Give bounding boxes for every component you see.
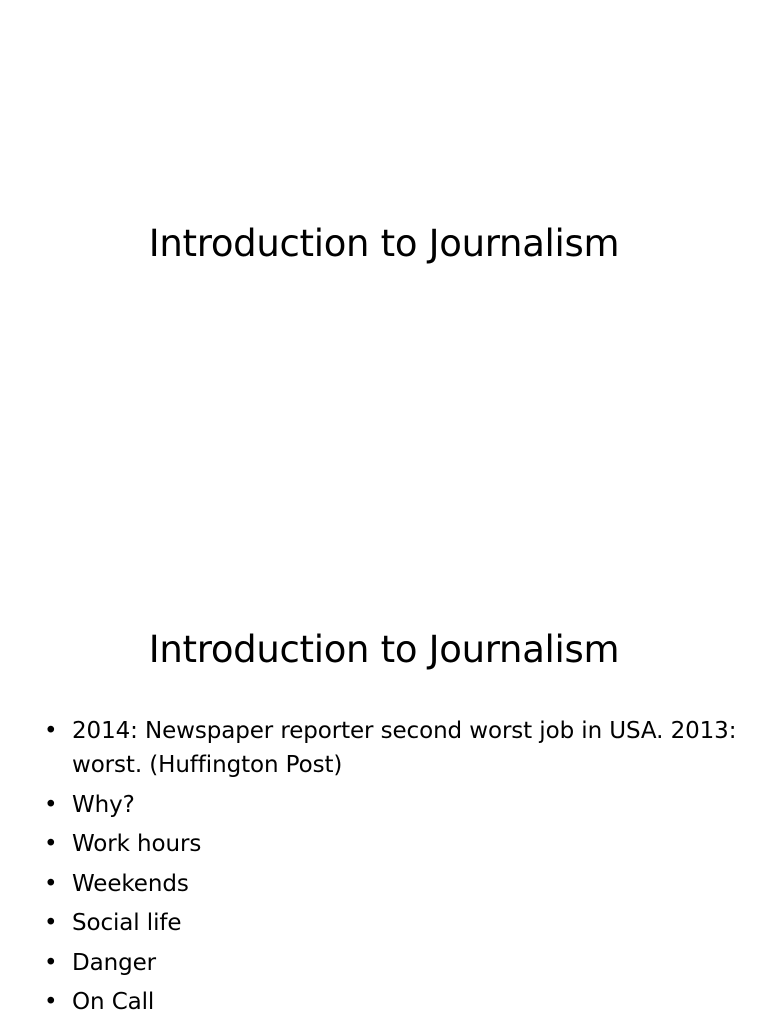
bullet-icon: • — [44, 870, 58, 897]
list-item — [44, 946, 744, 980]
bullet-text: Weekends — [72, 870, 189, 897]
slide-1-title: Introduction to Journalism — [148, 222, 620, 265]
bullet-text: Social life — [72, 910, 182, 936]
bullet-icon: • — [44, 910, 58, 936]
bullet-icon: • — [44, 831, 58, 857]
slide-2 — [0, 576, 768, 1024]
list-item — [44, 788, 744, 822]
bullet-icon: • — [44, 949, 58, 976]
list-item — [44, 714, 744, 782]
bullet-list — [44, 714, 744, 1025]
bullet-text: 2014: Newspaper reporter second worst job in USA. 2013: worst. (Huffington Post) — [72, 718, 737, 778]
list-item — [44, 906, 744, 940]
bullet-text: Work hours — [72, 831, 202, 857]
bullet-icon: • — [44, 989, 58, 1015]
bullet-icon: • — [44, 791, 58, 818]
bullet-icon: • — [44, 718, 58, 744]
slide-2-title: Introduction to Journalism — [148, 628, 620, 671]
list-item — [44, 867, 744, 901]
bullet-text: Danger — [72, 949, 156, 976]
bullet-text: Why? — [72, 791, 135, 818]
bullet-text: On Call — [72, 989, 155, 1015]
list-item — [44, 985, 744, 1019]
list-item — [44, 827, 744, 861]
